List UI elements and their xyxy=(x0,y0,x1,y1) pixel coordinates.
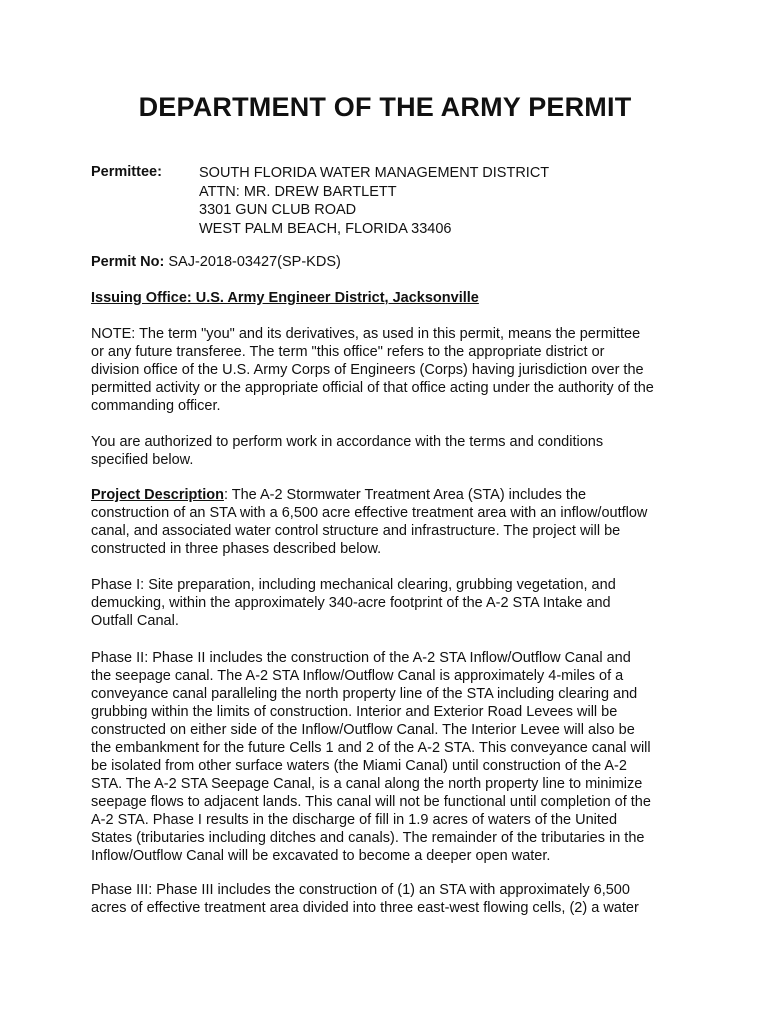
phase-2-line: the seepage canal. The A-2 STA Inflow/Outflow Canal is approximately 4-miles of a xyxy=(91,668,624,684)
note-line: or any future transferee. The term "this office" refers to the appropriate district or xyxy=(91,344,605,360)
phase-1-line: Outfall Canal. xyxy=(91,613,179,629)
phase-3-paragraph xyxy=(91,881,681,917)
permit-number-value: SAJ-2018-03427(SP-KDS) xyxy=(164,254,341,270)
project-description-line: constructed in three phases described below. xyxy=(91,541,382,557)
permit-number xyxy=(91,254,341,270)
phase-2-line: be isolated from other surface waters (the Miami Canal) until construction of the A-2 xyxy=(91,758,627,774)
authorization-line: You are authorized to perform work in accordance with the terms and conditions xyxy=(91,434,604,450)
project-description-line: canal, and associated water control structure and infrastructure. The project will be xyxy=(91,523,621,539)
authorization-line: specified below. xyxy=(91,452,194,468)
phase-2-line: constructed on either side of the Inflow/Outflow Canal. The Interior Levee will also be xyxy=(91,722,635,738)
project-description-paragraph xyxy=(91,486,681,558)
phase-2-line: A-2 STA. Phase I results in the discharge of fill in 1.9 acres of waters of the United xyxy=(91,812,618,828)
phase-1-line: Phase I: Site preparation, including mechanical clearing, grubbing vegetation, and xyxy=(91,577,616,593)
permittee-label: Permittee: xyxy=(91,164,162,180)
address-line: 3301 GUN CLUB ROAD xyxy=(199,202,357,218)
address-line: SOUTH FLORIDA WATER MANAGEMENT DISTRICT xyxy=(199,165,550,181)
address-line: WEST PALM BEACH, FLORIDA 33406 xyxy=(199,220,452,237)
note-line: NOTE: The term "you" and its derivatives, as used in this permit, means the permittee xyxy=(91,326,641,342)
project-description-first-text: : The A-2 Stormwater Treatment Area (STA) includes the xyxy=(223,487,587,503)
phase-1-line: demucking, within the approximately 340-acre footprint of the A-2 STA Intake and xyxy=(91,595,611,611)
phase-2-line: Inflow/Outflow Canal will be excavated to become a deeper open water. xyxy=(91,848,551,864)
permittee-address xyxy=(199,164,549,238)
phase-3-line: acres of effective treatment area divided into three east-west flowing cells, (2) a water xyxy=(91,900,639,916)
note-line: permitted activity or the appropriate official of that office acting under the authority of the xyxy=(91,380,654,396)
phase-2-line: Phase II: Phase II includes the construction of the A-2 STA Inflow/Outflow Canal and xyxy=(91,650,631,666)
phase-2-paragraph xyxy=(91,649,681,865)
phase-1-paragraph xyxy=(91,576,681,630)
address-line: ATTN: MR. DREW BARTLETT xyxy=(199,183,397,200)
document-title: DEPARTMENT OF THE ARMY PERMIT xyxy=(138,92,632,122)
phase-3-line: Phase III: Phase III includes the construction of (1) an STA with approximately 6,500 xyxy=(91,882,630,898)
authorization-paragraph xyxy=(91,433,681,469)
note-paragraph xyxy=(91,325,681,415)
phase-2-line: STA. The A-2 STA Seepage Canal, is a canal along the north property line to minimize xyxy=(91,776,643,792)
phase-2-line: grubbing within the limits of construction. Interior and Exterior Road Levees will be xyxy=(91,704,618,720)
project-description-label: Project Description xyxy=(91,487,224,503)
phase-2-line: conveyance canal paralleling the north property line of the STA including clearing and xyxy=(91,686,638,702)
project-description-line: construction of an STA with a 6,500 acre effective treatment area with an inflow/outflow xyxy=(91,505,648,521)
project-description-first-line xyxy=(91,486,681,504)
phase-2-line: seepage flows to adjacent lands. This canal will not be functional until completion of the xyxy=(91,794,651,810)
issuing-office: Issuing Office: U.S. Army Engineer District, Jacksonville xyxy=(91,290,479,306)
phase-2-line: the embankment for the future Cells 1 and 2 of the A-2 STA. This conveyance canal will xyxy=(91,740,651,756)
note-line: commanding officer. xyxy=(91,398,221,414)
note-line: division office of the U.S. Army Corps of Engineers (Corps) having jurisdiction over the xyxy=(91,362,644,378)
permit-number-label: Permit No: xyxy=(91,254,165,270)
phase-2-line: States (tributaries including ditches and canals). The remainder of the tributaries in the xyxy=(91,830,645,846)
